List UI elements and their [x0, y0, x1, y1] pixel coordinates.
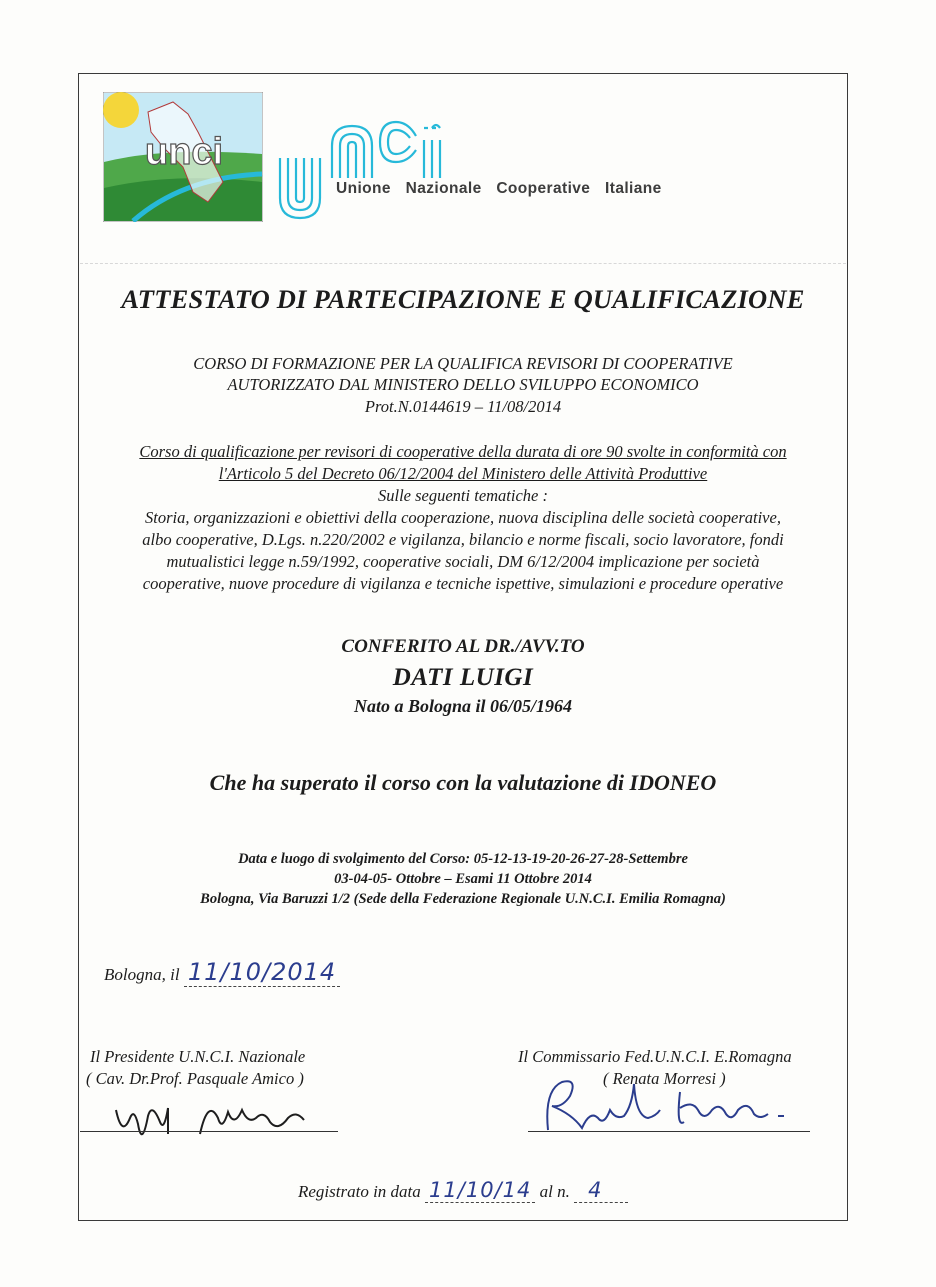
commissioner-name: ( Renata Morresi )	[603, 1069, 726, 1088]
president-signature-line	[80, 1131, 338, 1132]
commissioner-signature	[538, 1070, 818, 1140]
course-dates-line-2: 03-04-05- Ottobre – Esami 11 Ottobre 2014	[334, 871, 592, 887]
course-dates-line-1: Data e luogo di svolgimento del Corso: 05-12-13-19-20-26-27-28-Settembre	[238, 851, 688, 867]
registration	[298, 1178, 628, 1202]
conferred-label: CONFERITO AL DR./AVV.TO	[341, 636, 585, 657]
registration-number: 4	[574, 1178, 628, 1203]
registration-label: Registrato in data	[298, 1182, 421, 1201]
registration-date: 11/10/14	[425, 1178, 535, 1203]
subtitle-line-1: CORSO DI FORMAZIONE PER LA QUALIFICA REVISORI DI COOPERATIVE	[193, 354, 733, 373]
place-date-label: Bologna, il	[104, 965, 180, 984]
commissioner-signature-line	[528, 1131, 810, 1132]
certificate-title: ATTESTATO DI PARTECIPAZIONE E QUALIFICAZIONE	[121, 284, 805, 314]
header-divider	[80, 263, 846, 264]
president-name: ( Cav. Dr.Prof. Pasquale Amico )	[86, 1069, 304, 1088]
protocol-number: Prot.N.0144619 – 11/08/2014	[364, 397, 562, 416]
topics-heading: Sulle seguenti tematiche :	[378, 486, 548, 505]
topics-line-3: mutualistici legge n.59/1992, cooperative sociali, DM 6/12/2004 implicazione per società	[166, 552, 760, 571]
registration-number-label: al n.	[539, 1182, 570, 1201]
course-location: Bologna, Via Baruzzi 1/2 (Sede della Federazione Regionale U.N.C.I. Emilia Romagna)	[200, 891, 726, 907]
course-description-line-2: l'Articolo 5 del Decreto 06/12/2004 del Ministero delle Attività Produttive	[218, 464, 708, 483]
president-role: Il Presidente U.N.C.I. Nazionale	[90, 1047, 306, 1066]
evaluation-result: Che ha superato il corso con la valutazione di IDONEO	[209, 770, 717, 795]
handwritten-date: 11/10/2014	[184, 958, 340, 987]
svg-text:unci: unci	[145, 131, 224, 173]
course-description-line-1: Corso di qualificazione per revisori di cooperative della durata di ore 90 svolte in conformità con	[139, 442, 787, 461]
commissioner-role: Il Commissario Fed.U.N.C.I. E.Romagna	[518, 1047, 792, 1066]
place-date	[104, 958, 340, 986]
recipient-name: DATI LUIGI	[392, 664, 534, 691]
president-signature	[108, 1088, 328, 1148]
unci-brand-mark	[276, 118, 756, 228]
topics-line-4: cooperative, nuove procedure di vigilanza e tecniche ispettive, simulazioni e procedure operative	[142, 574, 784, 593]
recipient-birth: Nato a Bologna il 06/05/1964	[353, 696, 573, 716]
subtitle-line-2: AUTORIZZATO DAL MINISTERO DELLO SVILUPPO ECONOMICO	[227, 375, 699, 394]
topics-line-2: albo cooperative, D.Lgs. n.220/2002 e vigilanza, bilancio e norme fiscali, socio lavoratore, fondi	[142, 530, 784, 549]
topics-line-1: Storia, organizzazioni e obiettivi della cooperazione, nuova disciplina delle società cooperative,	[145, 508, 781, 527]
unci-picture-logo	[103, 92, 263, 222]
organization-name: Unione Nazionale Cooperative Italiane	[336, 180, 662, 197]
